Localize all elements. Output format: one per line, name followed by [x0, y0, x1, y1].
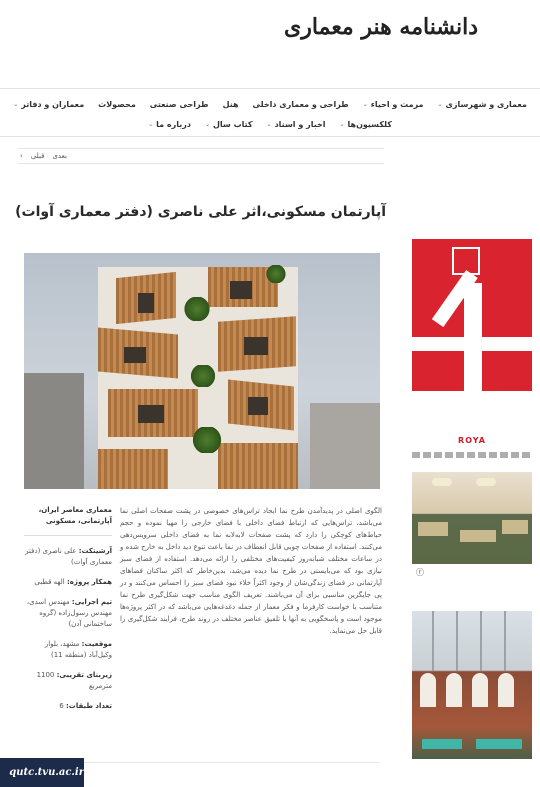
floors-info — [24, 701, 112, 712]
floors-value: 6 — [59, 702, 64, 710]
ad-graphic — [498, 673, 514, 707]
ad-graphic — [432, 478, 452, 486]
university-badge[interactable] — [0, 758, 84, 787]
ad-graphic — [456, 611, 458, 671]
neighbor-building — [24, 373, 84, 489]
chevron-down-icon: ⌄ — [204, 120, 210, 128]
ad-graphic — [422, 739, 462, 749]
nav-item[interactable] — [267, 120, 326, 129]
ad-graphic — [460, 530, 496, 542]
area-value: 1100 مترمربع — [36, 671, 112, 690]
chevron-down-icon: ⌄ — [148, 120, 154, 128]
collaborator-value: الهه قطبی — [34, 578, 65, 586]
building-facade — [98, 267, 298, 489]
post-navigation — [18, 148, 384, 164]
architect-info — [24, 546, 112, 568]
ad-graphic — [472, 673, 488, 707]
area-info — [24, 670, 112, 692]
chevron-left-icon: ‹ — [20, 152, 23, 160]
nav-item-label: مرمت و احیاء — [370, 99, 424, 109]
hero-image[interactable] — [24, 253, 380, 489]
ad-subtext — [412, 452, 532, 458]
location-value: مشهد، بلوار وکیل‌آباد (منطقه 11) — [44, 640, 112, 659]
nav-item-label: اخبار و اسناد — [274, 119, 326, 129]
nav-item[interactable] — [205, 120, 253, 129]
article-title: آپارتمان مسکونی،اثر علی ناصری (دفتر معماری آوات) — [15, 204, 386, 220]
nav-item-label: طراحی صنعتی — [149, 99, 209, 109]
nav-item[interactable] — [363, 100, 424, 109]
next-post-link[interactable]: بعدی — [52, 152, 67, 160]
chevron-down-icon: ⌄ — [13, 100, 19, 108]
collaborator-label: همکار پروژه: — [66, 578, 112, 586]
chevron-down-icon: ⌄ — [266, 120, 272, 128]
area-label: زیربنای تقریبی: — [56, 671, 112, 679]
ad-graphic — [502, 520, 528, 534]
article-body: الگوی اصلی در پدیدآمدن طرح نما ایجاد تراس‌های خصوصی در پشت صفحات اصلی نما می‌باشد، تراس‌هایی که ارتباط فضای داخلی با فضای خارجی را مهیا نموده و حجم حیاط‌های کوچکی را دارد که پشت صفحات لابه‌لابه نما به فضای داخلی سرویس‌دهی می‌کنند. استفاده از صفحات چوبی قابل انعطاف در نما باعث تنوع دید داخل به خارج شده و در ساعات مختلف شبانه‌روز کیفیت‌های مختلفی را ارائه می‌دهد. استفاده از فضای سبز نیازی بود که می‌بایستی در طرح نما دیده می‌شد، بدین‌خاطر که اکثر ساکنان فضاهای آپارتمانی در فضای زندگی‌شان از وجود اکثراً خلاء نبود فضای سبز را احساس می‌کنند و در پی جایگزین مناسبی برای آن می‌باشند. تعریف الگوی مناسب جهت شکل‌گیری طرح نما متناسب با خواست کارفرما و فکر معمار از جمله دغدغه‌هایی می‌باشد که در اکثر پروژه‌ها موجود است و پاسخگویی به آنها با تلفیق عناصر مختلف در روند طرح، فرایند شکل‌گیری را قابل حل می‌نماید. — [120, 507, 382, 635]
nav-item[interactable] — [150, 100, 209, 109]
ad-brand-mark: ⓡ — [416, 568, 424, 577]
ad-graphic — [412, 337, 532, 351]
ad-graphic — [476, 739, 522, 749]
main-nav-row-2 — [0, 112, 540, 136]
nav-item[interactable] — [438, 100, 527, 109]
collaborator-info — [24, 577, 112, 588]
nav-item-label: درباره ما — [156, 119, 191, 129]
chevron-down-icon: ⌄ — [339, 120, 345, 128]
site-logo[interactable] — [284, 6, 478, 56]
team-info — [24, 597, 112, 630]
ad-graphic — [480, 611, 482, 671]
prev-post-link[interactable]: قبلی — [30, 152, 45, 160]
post-categories[interactable]: معماری معاصر ایران، آپارتمانی، مسکونی — [24, 505, 112, 536]
team-label: تیم اجرایی: — [71, 598, 112, 606]
nav-item[interactable] — [98, 100, 136, 109]
ad-graphic — [446, 673, 462, 707]
university-badge-text: qutc.tvu.ac.ir — [9, 767, 84, 778]
floors-label: تعداد طبقات: — [65, 702, 112, 710]
ad-graphic — [432, 611, 434, 671]
neighbor-building — [310, 403, 380, 489]
ad-graphic — [476, 478, 496, 486]
architect-value: علی ناصری (دفتر معماری آوات) — [25, 547, 112, 566]
nav-item[interactable] — [148, 120, 191, 129]
ad-graphic — [420, 673, 436, 707]
ad-graphic — [504, 611, 506, 671]
team-value: مهندس اسدی، مهندس رسول‌زاده (گروه ساختمانی آدن) — [26, 598, 112, 628]
nav-divider-bottom — [0, 136, 540, 137]
nav-item[interactable] — [13, 100, 84, 109]
nav-item-label: هنل — [222, 99, 239, 109]
nav-item-label: معماری و شهرسازی — [445, 99, 527, 109]
ad-graphic — [418, 522, 448, 536]
chevron-down-icon: ⌄ — [437, 100, 443, 108]
ad-header-strip — [412, 227, 532, 239]
nav-item-label: کلکسیون‌ها — [347, 119, 392, 129]
ad-banner-hall[interactable] — [412, 472, 532, 564]
nav-item-label: طراحی و معماری داخلی — [252, 99, 349, 109]
nav-item[interactable] — [339, 120, 391, 129]
nav-divider-top — [0, 88, 540, 89]
ad-banner-magazine[interactable] — [412, 227, 532, 391]
project-info — [24, 505, 112, 721]
nav-item[interactable] — [253, 100, 349, 109]
nav-item-label: معماران و دفاتر — [21, 99, 85, 109]
architect-label: آرشیتکت: — [78, 547, 112, 555]
location-info — [24, 639, 112, 661]
nav-item[interactable] — [223, 100, 239, 109]
chevron-down-icon: ⌄ — [362, 100, 368, 108]
nav-item-label: محصولات — [98, 99, 136, 109]
site-logo-text: دانشنامه هنر معماری — [284, 14, 478, 40]
ad-banner-atrium[interactable] — [412, 611, 532, 759]
nav-item-label: کتاب سال — [212, 119, 253, 129]
location-label: موقعیت: — [81, 640, 112, 648]
ad-brand-label[interactable]: ROYA — [458, 436, 486, 445]
